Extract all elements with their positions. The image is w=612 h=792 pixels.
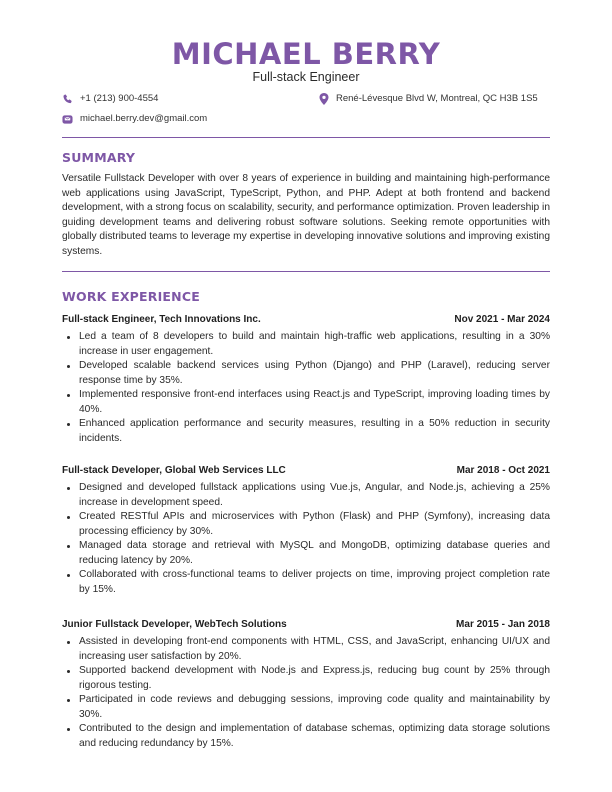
job-header (62, 464, 550, 478)
location-pin-icon (318, 93, 329, 105)
job-dates: Nov 2021 - Mar 2024 (454, 314, 550, 325)
address-text: René-Lévesque Blvd W, Montreal, QC H3B 1S5 (336, 93, 538, 104)
job-bullets (62, 635, 550, 751)
job-entry (62, 618, 550, 751)
job-bullet: Collaborated with cross-functional teams to deliver projects on time, improving project completion rate by 15%. (79, 568, 550, 597)
job-bullet: Participated in code reviews and debugging sessions, improving code quality and maintainability by 30%. (79, 693, 550, 722)
job-bullet: Managed data storage and retrieval with MySQL and MongoDB, optimizing database queries and reducing latency by 20%. (79, 539, 550, 568)
job-header (62, 618, 550, 632)
job-header (62, 313, 550, 327)
job-bullet: Assisted in developing front-end components with HTML, CSS, and JavaScript, enhancing UI/UX and increasing user satisfaction by 20%. (79, 635, 550, 664)
summary-heading: SUMMARY (62, 150, 136, 165)
job-bullet: Designed and developed fullstack applications using Vue.js, Angular, and Node.js, achieving a 25% increase in development speed. (79, 481, 550, 510)
job-bullet: Implemented responsive front-end interfaces using React.js and TypeScript, improving loading times by 40%. (79, 388, 550, 417)
contact-phone (62, 93, 158, 105)
job-bullet: Enhanced application performance and security measures, resulting in a 50% reduction in security incidents. (79, 417, 550, 446)
job-bullets (62, 481, 550, 597)
contact-email (62, 113, 207, 125)
job-entry (62, 464, 550, 597)
job-dates: Mar 2018 - Oct 2021 (456, 465, 550, 476)
contact-address (318, 93, 538, 105)
phone-number[interactable]: +1 (213) 900-4554 (80, 93, 159, 104)
summary-divider (62, 271, 550, 272)
phone-icon (62, 93, 73, 105)
job-bullet: Developed scalable backend services using Python (Django) and PHP (Laravel), reducing server response time by 35%. (79, 359, 550, 388)
job-bullets (62, 330, 550, 446)
job-bullet: Created RESTful APIs and microservices with Python (Flask) and PHP (Symfony), increasing data processing efficiency by 30%. (79, 510, 550, 539)
header-divider (62, 137, 550, 138)
email-address[interactable]: michael.berry.dev@gmail.com (80, 113, 208, 124)
job-bullet: Supported backend development with Node.js and Express.js, reducing bug count by 25% through rigorous testing. (79, 664, 550, 693)
job-bullet: Contributed to the design and implementation of database schemas, optimizing data storage solutions and reducing redundancy by 15%. (79, 722, 550, 751)
summary-text: Versatile Fullstack Developer with over 8 years of experience in building and maintaining high-performance web applications using JavaScript, TypeScript, Python, and PHP. Adept at both frontend and backend development, with a strong focus on scalability, security, and performance optimization. Proven leadership in guiding development teams and delivering robust software solutions. Seeking remote opportunities with globally distributed teams to leverage my expertise in developing innovative solutions and improving existing systems. (62, 173, 550, 257)
candidate-name: MICHAEL BERRY (171, 37, 441, 71)
job-role: Junior Fullstack Developer, WebTech Solutions (62, 619, 287, 630)
email-icon (62, 113, 73, 125)
job-dates: Mar 2015 - Jan 2018 (456, 619, 550, 630)
job-bullet: Led a team of 8 developers to build and maintain high-traffic web applications, resulting in a 30% increase in user engagement. (79, 330, 550, 359)
job-role: Full-stack Developer, Global Web Services LLC (62, 465, 286, 476)
candidate-title: Full-stack Engineer (252, 70, 360, 84)
work-experience-heading: WORK EXPERIENCE (62, 289, 200, 304)
job-role: Full-stack Engineer, Tech Innovations Inc. (62, 314, 261, 325)
job-entry (62, 313, 550, 446)
